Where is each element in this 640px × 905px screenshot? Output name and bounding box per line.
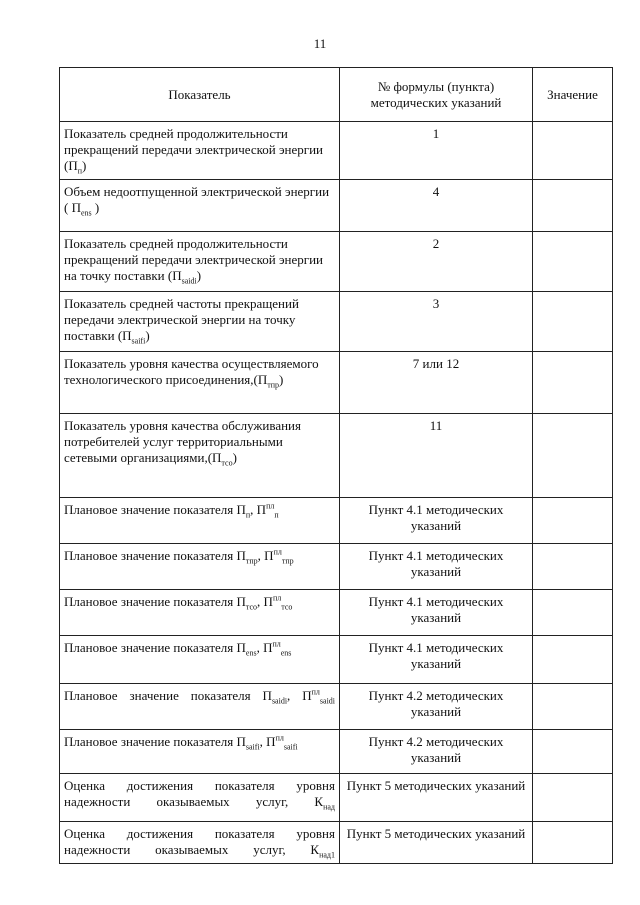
value-cell[interactable]	[533, 122, 613, 180]
header-value: Значение	[533, 68, 613, 122]
value-cell[interactable]	[533, 636, 613, 684]
page-number: 11	[313, 36, 327, 51]
table-body	[60, 122, 613, 864]
table-header-row	[60, 68, 613, 122]
formula-cell: Пункт 5 методических указаний	[340, 822, 533, 864]
indicator-text: Объем недоотпущенной электрической энергии ( П	[64, 184, 330, 215]
indicator-text: Показатель уровня качества обслуживания потребителей услуг территориальными сетевыми организациями,(П	[64, 418, 301, 465]
value-cell[interactable]	[533, 684, 613, 730]
indicator-cell	[60, 774, 340, 822]
value-cell[interactable]	[533, 414, 613, 498]
formula-cell: Пункт 5 методических указаний	[340, 774, 533, 822]
indicator-subscript: п	[245, 510, 251, 520]
table-row	[60, 352, 613, 414]
indicator-text: , П	[257, 594, 273, 609]
formula-cell: 11	[340, 414, 533, 498]
indicator-text: Оценка достижения показателя уровня надежности оказываемых услуг, К	[64, 778, 335, 809]
indicator-subscript: п	[274, 510, 279, 520]
indicator-supscript: пл	[275, 733, 284, 743]
formula-cell: 3	[340, 292, 533, 352]
indicator-cell	[60, 730, 340, 774]
indicator-text: , П	[250, 502, 267, 517]
indicator-text: Оценка достижения показателя уровня надежности оказываемых услуг, К	[64, 826, 335, 857]
value-cell[interactable]	[533, 232, 613, 292]
indicator-cell	[60, 590, 340, 636]
indicator-subscript: тпр	[267, 380, 280, 390]
indicator-text: , П	[256, 640, 273, 655]
value-cell[interactable]	[533, 590, 613, 636]
value-cell[interactable]	[533, 292, 613, 352]
indicator-subscript: над1	[319, 850, 335, 860]
value-cell[interactable]	[533, 730, 613, 774]
formula-cell: 4	[340, 180, 533, 232]
indicator-supscript: пл	[272, 639, 281, 649]
indicator-cell	[60, 122, 340, 180]
indicator-text: Показатель средней продолжительности прекращений передачи электрической энергии на точку поставки (П	[64, 236, 324, 283]
indicator-supscript: пл	[273, 547, 282, 557]
value-cell[interactable]	[533, 544, 613, 590]
indicator-text: Показатель средней частоты прекращений передачи электрической энергии на точку поставки (П	[64, 296, 299, 343]
table-row	[60, 414, 613, 498]
indicator-text: , П	[287, 688, 312, 703]
indicator-text: )	[91, 200, 100, 215]
indicator-text: Показатель уровня качества осуществляемого технологического присоединения,(П	[64, 356, 319, 387]
indicator-supscript: пл	[272, 593, 282, 603]
indicator-supscript: пл	[266, 501, 275, 511]
formula-cell: 2	[340, 232, 533, 292]
value-cell[interactable]	[533, 180, 613, 232]
indicator-subscript: над	[323, 802, 335, 812]
value-cell[interactable]	[533, 774, 613, 822]
indicator-text: , П	[257, 548, 274, 563]
indicator-text: )	[82, 158, 87, 173]
indicator-supscript: пл	[311, 687, 320, 697]
indicator-subscript: saidi	[319, 696, 336, 706]
indicator-text: Плановое значение показателя П	[64, 734, 246, 749]
indicator-cell	[60, 352, 340, 414]
indicator-subscript: saidi	[181, 276, 197, 286]
table-row	[60, 590, 613, 636]
table-row	[60, 684, 613, 730]
value-cell[interactable]	[533, 822, 613, 864]
table-row	[60, 232, 613, 292]
indicator-cell	[60, 180, 340, 232]
indicator-subscript: тсо	[281, 602, 293, 612]
indicator-subscript: ens	[80, 208, 92, 218]
indicator-cell	[60, 822, 340, 864]
header-indicator: Показатель	[60, 68, 340, 122]
formula-cell: Пункт 4.1 методических указаний	[340, 498, 533, 544]
table-row	[60, 498, 613, 544]
indicator-text: , П	[259, 734, 276, 749]
table-row	[60, 544, 613, 590]
indicator-text: )	[145, 328, 150, 343]
indicator-subscript: тсо	[221, 458, 233, 468]
indicator-text: Плановое значение показателя П	[64, 594, 246, 609]
indicator-subscript: saifi	[283, 742, 298, 752]
value-cell[interactable]	[533, 498, 613, 544]
indicator-text: Плановое значение показателя П	[64, 548, 246, 563]
indicator-cell	[60, 684, 340, 730]
indicator-cell	[60, 498, 340, 544]
indicator-subscript: saifi	[131, 336, 146, 346]
formula-cell: Пункт 4.1 методических указаний	[340, 544, 533, 590]
indicator-text: )	[196, 268, 202, 283]
table-row	[60, 292, 613, 352]
formula-cell: 7 или 12	[340, 352, 533, 414]
indicator-cell	[60, 414, 340, 498]
table-row	[60, 822, 613, 864]
indicator-text: )	[232, 450, 237, 465]
table-row	[60, 122, 613, 180]
formula-cell: Пункт 4.2 методических указаний	[340, 684, 533, 730]
indicator-subscript: ens	[280, 648, 292, 658]
formula-cell: Пункт 4.1 методических указаний	[340, 590, 533, 636]
indicator-text: Показатель средней продолжительности прекращений передачи электрической энергии (П	[64, 126, 324, 173]
value-cell[interactable]	[533, 352, 613, 414]
indicator-subscript: тсо	[245, 602, 258, 612]
header-formula: № формулы (пункта) методических указаний	[340, 68, 533, 122]
indicator-subscript: saifi	[245, 742, 260, 752]
table-row	[60, 730, 613, 774]
indicator-text: )	[279, 372, 284, 387]
indicator-text: Плановое значение показателя П	[64, 640, 246, 655]
formula-cell: Пункт 4.1 методических указаний	[340, 636, 533, 684]
indicator-subscript: п	[77, 166, 82, 176]
table-row	[60, 636, 613, 684]
formula-cell: 1	[340, 122, 533, 180]
indicator-subscript: тпр	[245, 556, 258, 566]
indicator-subscript: ens	[245, 648, 257, 658]
indicators-table	[59, 67, 613, 864]
table-row	[60, 774, 613, 822]
indicator-cell	[60, 636, 340, 684]
indicator-cell	[60, 544, 340, 590]
indicator-text: Плановое значение показателя П	[64, 688, 272, 703]
indicator-subscript: saidi	[271, 696, 288, 706]
indicator-cell	[60, 232, 340, 292]
table-row	[60, 180, 613, 232]
indicator-text: Плановое значение показателя П	[64, 502, 246, 517]
indicator-cell	[60, 292, 340, 352]
indicator-subscript: тпр	[281, 556, 294, 566]
formula-cell: Пункт 4.2 методических указаний	[340, 730, 533, 774]
